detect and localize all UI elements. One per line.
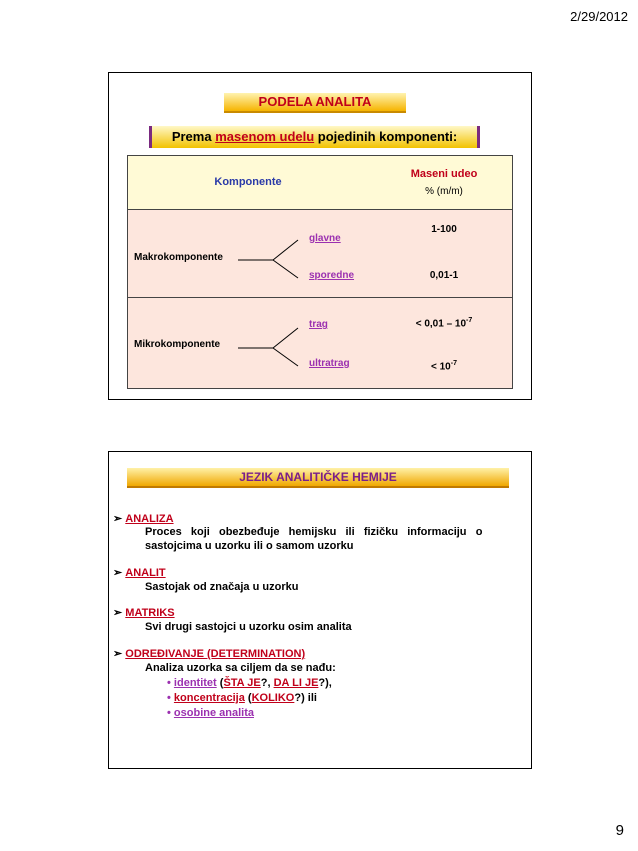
text: ?, [260,677,274,689]
ultratrag-value-exponent: -7 [450,360,457,367]
analyte-table [127,155,513,389]
term-label: MATRIKS [125,607,175,619]
matriks-description: Svi drugi sastojci u uzorku osim analita [145,621,352,633]
slide-jezik-analiticke-hemije [108,451,532,769]
trag-value [376,317,512,329]
sta-je-term: ŠTA JE [223,677,261,689]
arrow-bullet-icon: ➢ [113,648,123,660]
osobine-term: osobine analita [173,707,254,719]
term-odredjivanje [113,647,305,660]
subtitle-highlight: masenom udelu [215,129,315,144]
subtitle-text-end: pojedinih komponenti: [314,129,458,144]
bullet-identitet [167,677,332,689]
koliko-term: KOLIKO [251,692,295,704]
ultratrag-label: ultratrag [309,358,350,369]
sporedne-label: sporedne [309,270,355,281]
ultratrag-value [376,360,512,372]
analiza-description-line1: Proces koji obezbeđuje hemijsku ili fizičku informaciju o [145,526,483,538]
bullet-dot-icon: • [167,677,171,689]
term-label: ODREĐIVANJE (DETERMINATION) [125,648,306,660]
text: ?), [318,677,332,689]
page-number: 9 [615,822,624,839]
makrokomponente-label: Makrokomponente [134,252,223,263]
sporedne-value: 0,01-1 [429,270,459,281]
bullet-dot-icon: • [167,707,171,719]
mikrokomponente-label: Mikrokomponente [134,339,221,350]
bullet-osobine [167,707,254,719]
term-matriks [113,606,175,619]
analit-description: Sastojak od značaja u uzorku [145,581,299,593]
slide-title: PODELA ANALITA [224,93,406,113]
term-label: ANALIZA [125,513,174,525]
arrow-bullet-icon: ➢ [113,607,123,619]
glavne-value: 1-100 [431,224,457,235]
header-maseni-udeo: Maseni udeo [410,168,478,180]
slide-subtitle [149,126,480,148]
arrow-bullet-icon: ➢ [113,567,123,579]
term-label: ANALIT [125,567,166,579]
ultratrag-value-text: < 10 [431,361,451,373]
trag-label: trag [309,319,328,330]
text: ( [216,677,224,689]
glavne-label: glavne [309,233,341,244]
trag-value-text: < 0,01 – 10 [415,318,467,330]
term-analit [113,566,166,579]
odredjivanje-description: Analiza uzorka sa ciljem da se nađu: [145,662,336,674]
date: 2/29/2012 [570,9,628,24]
arrow-bullet-icon: ➢ [113,513,123,525]
analiza-description-line2: sastojcima u uzorku ili o samom uzorku [145,540,354,552]
bullet-dot-icon: • [167,692,171,704]
da-li-je-term: DA LI JE [273,677,319,689]
subtitle-text: Prema [171,129,216,144]
bullet-koncentracija [167,692,317,704]
term-analiza [113,512,174,525]
slide-title: JEZIK ANALITIČKE HEMIJE [127,468,509,488]
header-komponente: Komponente [214,176,282,188]
header-unit: % (m/m) [425,186,463,197]
text: ( [244,692,252,704]
trag-value-exponent: -7 [466,317,473,324]
slide-podela-analita [108,72,532,400]
identitet-term: identitet [173,677,217,689]
text: ?) ili [294,692,317,704]
koncentracija-term: koncentracija [173,692,245,704]
